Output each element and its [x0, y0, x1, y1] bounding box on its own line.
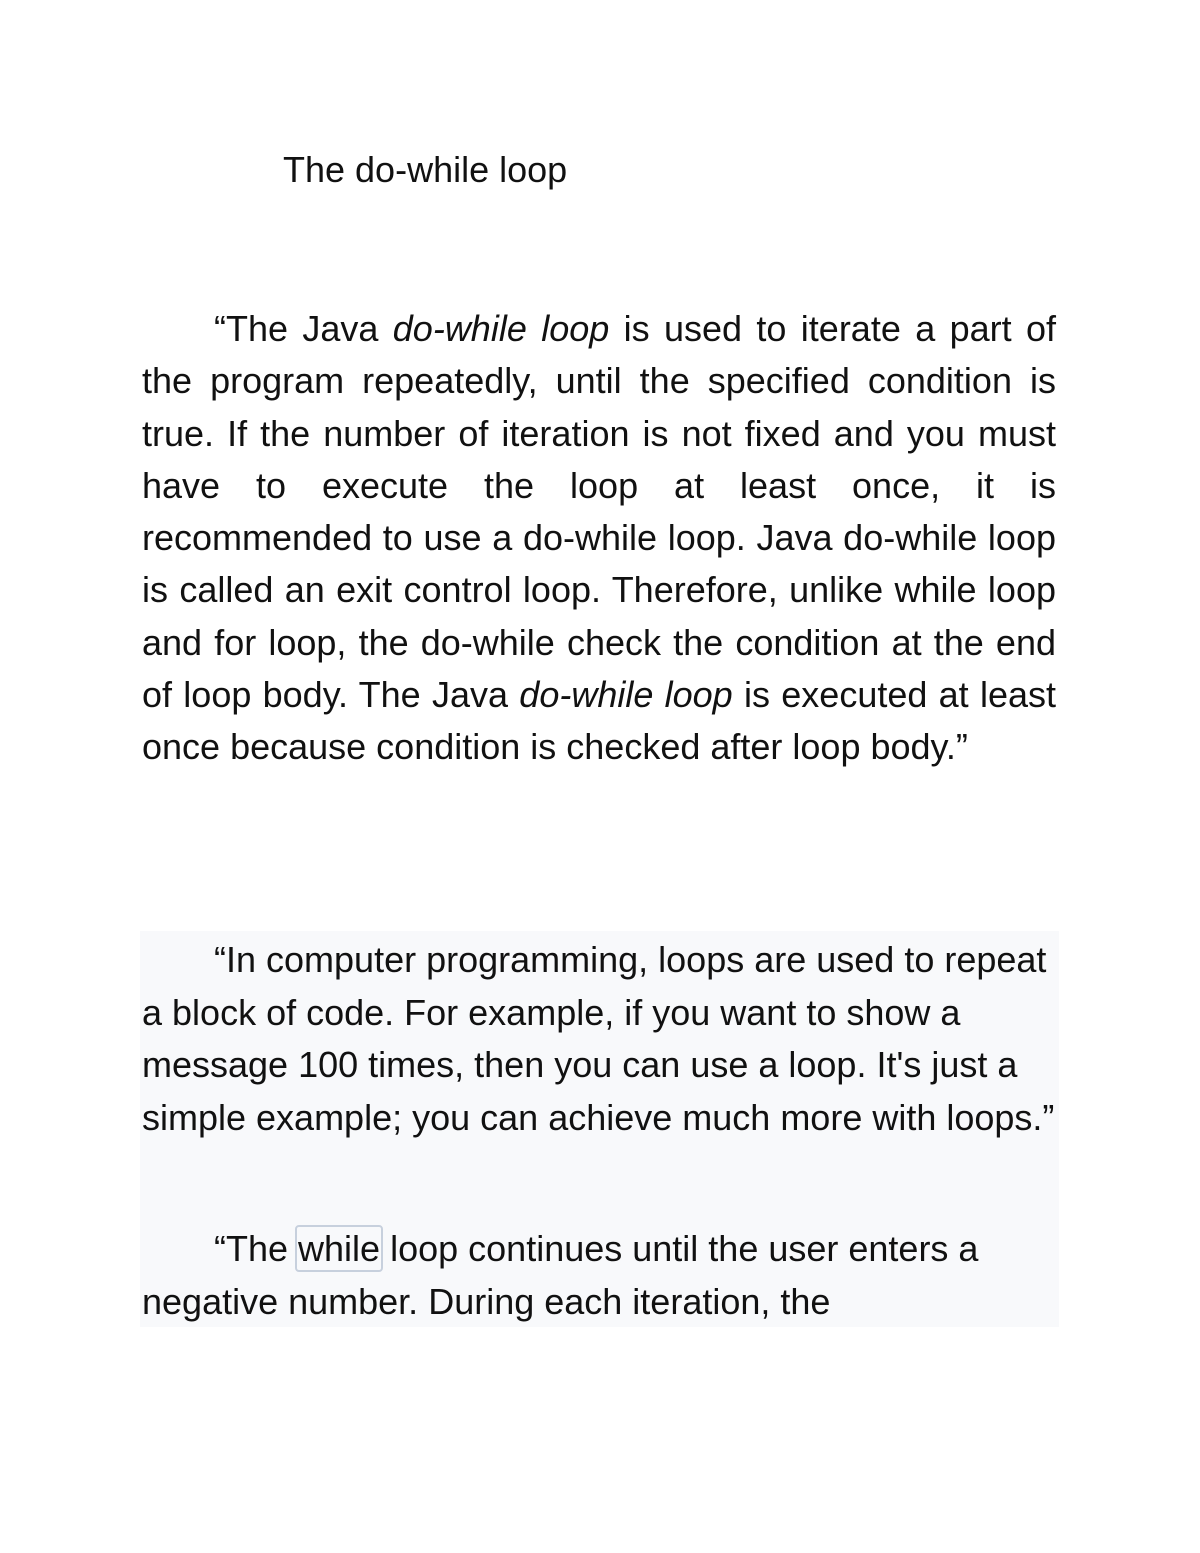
- paragraph-segment: “The Java: [214, 308, 393, 349]
- paragraph-while-example: [142, 1222, 1058, 1328]
- selected-word[interactable]: while: [298, 1228, 381, 1269]
- paragraph-do-while-definition: [142, 303, 1056, 774]
- italic-term: do-while loop: [519, 674, 733, 716]
- document-title: The do-while loop: [283, 149, 568, 190]
- paragraph-segment: is executed at least once because condition is checked after loop body.”: [142, 674, 1057, 768]
- paragraph-segment: “The: [214, 1228, 299, 1269]
- paragraph-loops-intro: “In computer programming, loops are used to repeat a block of code. For example, if you want to show a message 100 times, then you can use a loop. It's just a simple example; you can achieve much more with loops.”: [142, 939, 1055, 1138]
- italic-term: do-while loop: [392, 308, 610, 349]
- paragraph-segment: is used to iterate a part of the program repeatedly, until the specified condition is true. If the number of iteration is not fixed and you must have to execute the loop at least once, it is recommended to use a do-while loop. Java do-while loop is called an exit control loop. Therefore, unlike while loop and for loop, the do-while check the condition at the end of loop body. The Java: [142, 308, 1056, 716]
- paragraph-segment: loop continues until the user enters a negative number. During each iteration, the: [142, 1228, 979, 1322]
